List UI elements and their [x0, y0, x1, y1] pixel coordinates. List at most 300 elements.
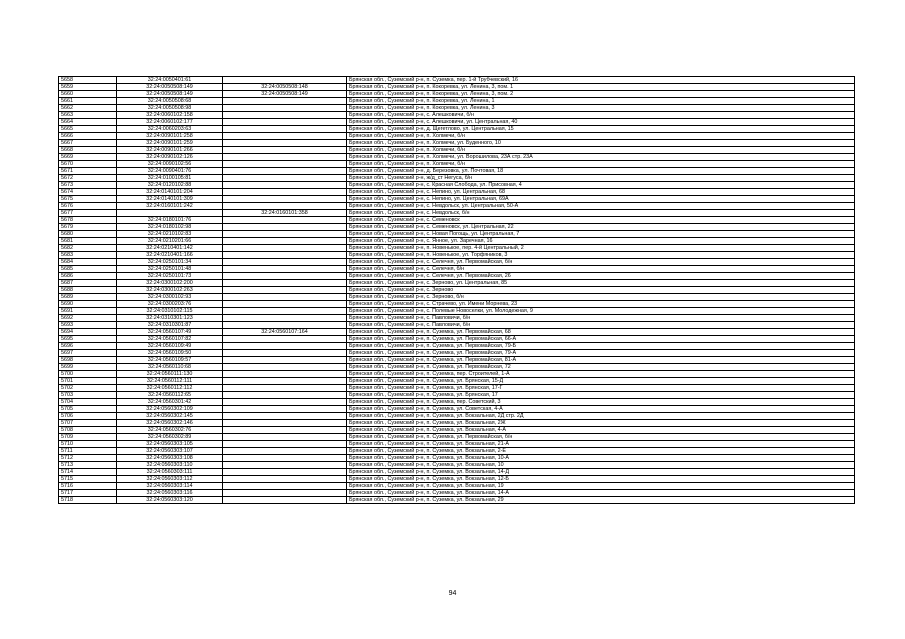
cadastral-number-cell: 32:24:0560303:108	[117, 455, 223, 462]
address-cell: Брянская обл., Суземский р-н, п. Холмечи, б/н	[347, 133, 855, 140]
cadastral-number-cell: 32:24:0560303:114	[117, 483, 223, 490]
cadastral-number-cell: 32:24:0560303:105	[117, 441, 223, 448]
table-body	[59, 77, 855, 504]
table-row	[59, 273, 855, 280]
address-cell: Брянская обл., Суземский р-н, п. Суземка, пер. Строителей, 1-А	[347, 371, 855, 378]
row-number-cell: 5698	[59, 357, 117, 364]
table-row	[59, 91, 855, 98]
parent-cadastral-number-cell: 32:24:0160101:358	[223, 210, 347, 217]
cadastral-number-cell: 32:24:0050508:149	[117, 91, 223, 98]
table-row	[59, 133, 855, 140]
row-number-cell: 5709	[59, 434, 117, 441]
row-number-cell: 5660	[59, 91, 117, 98]
address-cell: Брянская обл., Суземский р-н, п. Суземка, ул. Брянская, 17	[347, 392, 855, 399]
cadastral-number-cell: 32:24:0560303:120	[117, 497, 223, 504]
parent-cadastral-number-cell	[223, 154, 347, 161]
cadastral-number-cell: 32:24:0210401:142	[117, 245, 223, 252]
table-row	[59, 196, 855, 203]
address-cell: Брянская обл., Суземский р-н, п. Новенькое, пер. 4-й Центральный, 2	[347, 245, 855, 252]
address-cell: Брянская обл., Суземский р-н, п. Суземка, ул. Вокзальная, 21-А	[347, 441, 855, 448]
parent-cadastral-number-cell	[223, 105, 347, 112]
cadastral-number-cell: 32:24:0090102:56	[117, 161, 223, 168]
address-cell: Брянская обл., Суземский р-н, п. Суземка, ул. Вокзальная, 14-Д	[347, 469, 855, 476]
cadastral-number-cell: 32:24:0300102:263	[117, 287, 223, 294]
row-number-cell: 5690	[59, 301, 117, 308]
row-number-cell: 5712	[59, 455, 117, 462]
table-row	[59, 238, 855, 245]
address-cell: Брянская обл., Суземский р-н, п. Кокоревка, ул. Ленина, 3, пом. 1	[347, 84, 855, 91]
address-cell: Брянская обл., Суземский р-н, с. Непино, ул. Центральная, 68	[347, 189, 855, 196]
parent-cadastral-number-cell	[223, 413, 347, 420]
parent-cadastral-number-cell	[223, 350, 347, 357]
row-number-cell: 5661	[59, 98, 117, 105]
table-row	[59, 343, 855, 350]
cadastral-number-cell: 32:24:0560302:146	[117, 420, 223, 427]
table-row	[59, 308, 855, 315]
address-cell: Брянская обл., Суземский р-н, с. Страчево, ул. Имени Морнева, 23	[347, 301, 855, 308]
cadastral-number-cell: 32:24:0560302:76	[117, 427, 223, 434]
parent-cadastral-number-cell	[223, 98, 347, 105]
table-row	[59, 301, 855, 308]
table-row	[59, 98, 855, 105]
parent-cadastral-number-cell	[223, 455, 347, 462]
row-number-cell: 5680	[59, 231, 117, 238]
table-row	[59, 385, 855, 392]
parent-cadastral-number-cell	[223, 399, 347, 406]
cadastral-number-cell: 32:24:0560112:111	[117, 378, 223, 385]
address-cell: Брянская обл., Суземский р-н, п. Кокоревка, ул. Ленина, 1	[347, 98, 855, 105]
cadastral-number-cell: 32:24:0140101:309	[117, 196, 223, 203]
address-cell: Брянская обл., Суземский р-н, п. Суземка, ул. Первомайская, 72	[347, 364, 855, 371]
row-number-cell: 5703	[59, 392, 117, 399]
parent-cadastral-number-cell	[223, 483, 347, 490]
table-row	[59, 182, 855, 189]
row-number-cell: 5675	[59, 196, 117, 203]
address-cell: Брянская обл., Суземский р-н, п. Суземка, ул. Вокзальная, 10	[347, 462, 855, 469]
cadastral-number-cell: 32:24:0090401:76	[117, 168, 223, 175]
address-cell: Брянская обл., Суземский р-н, ж/д_ст Негуса, б/н	[347, 175, 855, 182]
parent-cadastral-number-cell	[223, 462, 347, 469]
row-number-cell: 5691	[59, 308, 117, 315]
address-cell: Брянская обл., Суземский р-н, п. Суземка, ул. Вокзальная, 14-А	[347, 490, 855, 497]
parent-cadastral-number-cell	[223, 168, 347, 175]
address-cell: Брянская обл., Суземский р-н, с. Зерново, ул. Центральная, 85	[347, 280, 855, 287]
address-cell: Брянская обл., Суземский р-н, п. Кокоревка, ул. Ленина, 3, пом. 2	[347, 91, 855, 98]
row-number-cell: 5668	[59, 147, 117, 154]
cadastral-number-cell: 32:24:0300203:76	[117, 301, 223, 308]
row-number-cell: 5701	[59, 378, 117, 385]
parent-cadastral-number-cell	[223, 133, 347, 140]
row-number-cell: 5714	[59, 469, 117, 476]
cadastral-number-cell: 32:24:0090101:259	[117, 140, 223, 147]
row-number-cell: 5704	[59, 399, 117, 406]
parent-cadastral-number-cell	[223, 280, 347, 287]
cadastral-number-cell: 32:24:0310102:115	[117, 308, 223, 315]
row-number-cell: 5681	[59, 238, 117, 245]
cadastral-number-cell: 32:24:0310301:87	[117, 322, 223, 329]
cadastral-number-cell: 32:24:0120102:88	[117, 182, 223, 189]
parent-cadastral-number-cell	[223, 231, 347, 238]
parent-cadastral-number-cell	[223, 434, 347, 441]
row-number-cell: 5664	[59, 119, 117, 126]
parent-cadastral-number-cell	[223, 175, 347, 182]
row-number-cell: 5671	[59, 168, 117, 175]
parent-cadastral-number-cell	[223, 217, 347, 224]
table-row	[59, 462, 855, 469]
parent-cadastral-number-cell	[223, 406, 347, 413]
address-cell: Брянская обл., Суземский р-н, п. Холмечи, ул. Буденного, 10	[347, 140, 855, 147]
parent-cadastral-number-cell	[223, 420, 347, 427]
table-row	[59, 315, 855, 322]
address-cell: Брянская обл., Суземский р-н, п. Холмечи, б/н	[347, 147, 855, 154]
address-cell: Брянская обл., Суземский р-н, п. Суземка, пер. Советский, 3	[347, 399, 855, 406]
parent-cadastral-number-cell	[223, 315, 347, 322]
row-number-cell: 5705	[59, 406, 117, 413]
address-cell: Брянская обл., Суземский р-н, п. Суземка, ул. Первомайская, 66-А	[347, 336, 855, 343]
row-number-cell: 5665	[59, 126, 117, 133]
row-number-cell: 5694	[59, 329, 117, 336]
cadastral-number-cell: 32:24:0180101:76	[117, 217, 223, 224]
parent-cadastral-number-cell	[223, 126, 347, 133]
table-row	[59, 336, 855, 343]
cadastral-number-cell: 32:24:0560302:109	[117, 406, 223, 413]
parent-cadastral-number-cell	[223, 147, 347, 154]
table-row	[59, 322, 855, 329]
address-cell: Брянская обл., Суземский р-н, с. Павловичи, б/н	[347, 322, 855, 329]
address-cell: Брянская обл., Суземский р-н, с. Алешковичи, б/н	[347, 112, 855, 119]
property-register-table	[58, 76, 855, 504]
cadastral-number-cell: 32:24:0060102:158	[117, 112, 223, 119]
row-number-cell: 5669	[59, 154, 117, 161]
row-number-cell: 5697	[59, 350, 117, 357]
parent-cadastral-number-cell	[223, 308, 347, 315]
parent-cadastral-number-cell	[223, 490, 347, 497]
cadastral-number-cell: 32:24:0560111:130	[117, 371, 223, 378]
address-cell: Брянская обл., Суземский р-н, с. Непино, ул. Центральная, 69А	[347, 196, 855, 203]
address-cell: Брянская обл., Суземский р-н, п. Холмечи, ул. Ворошилова, 23А стр. 23А	[347, 154, 855, 161]
address-cell: Брянская обл., Суземский р-н, п. Суземка, ул. Вокзальная, 2Д стр. 2Д	[347, 413, 855, 420]
parent-cadastral-number-cell	[223, 497, 347, 504]
cadastral-number-cell: 32:24:0560303:107	[117, 448, 223, 455]
row-number-cell: 5715	[59, 476, 117, 483]
address-cell: Брянская обл., Суземский р-н, с. Семеновск	[347, 217, 855, 224]
row-number-cell: 5677	[59, 210, 117, 217]
table-row	[59, 371, 855, 378]
table-row	[59, 224, 855, 231]
table-row	[59, 140, 855, 147]
cadastral-number-cell: 32:24:0300102:93	[117, 294, 223, 301]
address-cell: Брянская обл., Суземский р-н, д. Щегетлово, ул. Центральная, 15	[347, 126, 855, 133]
table-row	[59, 203, 855, 210]
table-row	[59, 469, 855, 476]
row-number-cell: 5717	[59, 490, 117, 497]
table-row	[59, 329, 855, 336]
address-cell: Брянская обл., Суземский р-н, п. Суземка, ул. Вокзальная, 2-Е	[347, 448, 855, 455]
table-row	[59, 434, 855, 441]
address-cell: Брянская обл., Суземский р-н, п. Суземка, ул. Брянская, 17-Г	[347, 385, 855, 392]
table-row	[59, 497, 855, 504]
table-row	[59, 483, 855, 490]
parent-cadastral-number-cell	[223, 371, 347, 378]
table-row	[59, 245, 855, 252]
address-cell: Брянская обл., Суземский р-н, с. Невдольск, б/н	[347, 210, 855, 217]
cadastral-number-cell: 32:24:0210401:166	[117, 252, 223, 259]
address-cell: Брянская обл., Суземский р-н, с. Селечня, б/н	[347, 266, 855, 273]
address-cell: Брянская обл., Суземский р-н, с. Невдольск, ул. Центральная, 50-А	[347, 203, 855, 210]
cadastral-number-cell: 32:24:0140101:204	[117, 189, 223, 196]
cadastral-number-cell: 32:24:0300102:200	[117, 280, 223, 287]
row-number-cell: 5699	[59, 364, 117, 371]
table-row	[59, 210, 855, 217]
row-number-cell: 5689	[59, 294, 117, 301]
row-number-cell: 5702	[59, 385, 117, 392]
cadastral-number-cell: 32:24:0050508:149	[117, 84, 223, 91]
address-cell: Брянская обл., Суземский р-н, п. Суземка, ул. Вокзальная, 19	[347, 483, 855, 490]
parent-cadastral-number-cell	[223, 252, 347, 259]
cadastral-number-cell: 32:24:0050401:61	[117, 77, 223, 84]
cadastral-number-cell: 32:24:0560107:82	[117, 336, 223, 343]
row-number-cell: 5692	[59, 315, 117, 322]
address-cell: Брянская обл., Суземский р-н, с. Павловичи, б/н	[347, 315, 855, 322]
address-cell: Брянская обл., Суземский р-н, п. Суземка, ул. Первомайская, б/н	[347, 434, 855, 441]
table-row	[59, 420, 855, 427]
table-row	[59, 119, 855, 126]
row-number-cell: 5718	[59, 497, 117, 504]
row-number-cell: 5710	[59, 441, 117, 448]
address-cell: Брянская обл., Суземский р-н, с. Алешковичи, ул. Центральная, 40	[347, 119, 855, 126]
row-number-cell: 5706	[59, 413, 117, 420]
address-cell: Брянская обл., Суземский р-н, п. Суземка, ул. Вокзальная, 4-А	[347, 427, 855, 434]
cadastral-number-cell: 32:24:0560107:49	[117, 329, 223, 336]
row-number-cell: 5682	[59, 245, 117, 252]
cadastral-number-cell: 32:24:0560303:111	[117, 469, 223, 476]
parent-cadastral-number-cell	[223, 119, 347, 126]
row-number-cell: 5672	[59, 175, 117, 182]
cadastral-number-cell: 32:24:0090101:266	[117, 147, 223, 154]
cadastral-number-cell: 32:24:0160101:242	[117, 203, 223, 210]
table-row	[59, 294, 855, 301]
parent-cadastral-number-cell	[223, 322, 347, 329]
address-cell: Брянская обл., Суземский р-н, п. Суземка, пер. 1-й Трубчевский, 16	[347, 77, 855, 84]
parent-cadastral-number-cell	[223, 182, 347, 189]
parent-cadastral-number-cell	[223, 238, 347, 245]
row-number-cell: 5663	[59, 112, 117, 119]
table-row	[59, 427, 855, 434]
parent-cadastral-number-cell	[223, 77, 347, 84]
parent-cadastral-number-cell	[223, 140, 347, 147]
row-number-cell: 5687	[59, 280, 117, 287]
cadastral-number-cell: 32:24:0560112:65	[117, 392, 223, 399]
address-cell: Брянская обл., Суземский р-н, д. Березовка, ул. Почтовая, 18	[347, 168, 855, 175]
parent-cadastral-number-cell	[223, 189, 347, 196]
parent-cadastral-number-cell	[223, 392, 347, 399]
row-number-cell: 5678	[59, 217, 117, 224]
row-number-cell: 5713	[59, 462, 117, 469]
row-number-cell: 5716	[59, 483, 117, 490]
parent-cadastral-number-cell	[223, 161, 347, 168]
table-row	[59, 490, 855, 497]
cadastral-number-cell: 32:24:0050508:68	[117, 98, 223, 105]
address-cell: Брянская обл., Суземский р-н, с. Семеновск, ул. Центральная, 22	[347, 224, 855, 231]
address-cell: Брянская обл., Суземский р-н, с. Зерново	[347, 287, 855, 294]
table-row	[59, 350, 855, 357]
cadastral-number-cell: 32:24:0560303:110	[117, 462, 223, 469]
row-number-cell: 5693	[59, 322, 117, 329]
parent-cadastral-number-cell	[223, 378, 347, 385]
table-row	[59, 175, 855, 182]
cadastral-number-cell: 32:24:0560110:68	[117, 364, 223, 371]
parent-cadastral-number-cell	[223, 245, 347, 252]
cadastral-number-cell: 32:24:0090102:126	[117, 154, 223, 161]
cadastral-number-cell: 32:24:0180102:98	[117, 224, 223, 231]
address-cell: Брянская обл., Суземский р-н, с. Полевые Новоселки, ул. Молодежная, 9	[347, 308, 855, 315]
address-cell: Брянская обл., Суземский р-н, п. Суземка, ул. Первомайская, 79-А	[347, 350, 855, 357]
parent-cadastral-number-cell	[223, 427, 347, 434]
parent-cadastral-number-cell: 32:24:0050508:149	[223, 91, 347, 98]
address-cell: Брянская обл., Суземский р-н, с. Красная Слобода, ул. Присовная, 4	[347, 182, 855, 189]
parent-cadastral-number-cell	[223, 343, 347, 350]
table-row	[59, 126, 855, 133]
address-cell: Брянская обл., Суземский р-н, п. Суземка, ул. Вокзальная, 2Ж	[347, 420, 855, 427]
row-number-cell: 5708	[59, 427, 117, 434]
row-number-cell: 5707	[59, 420, 117, 427]
row-number-cell: 5684	[59, 259, 117, 266]
row-number-cell: 5695	[59, 336, 117, 343]
address-cell: Брянская обл., Суземский р-н, п. Суземка, ул. Брянская, 15-Д	[347, 378, 855, 385]
parent-cadastral-number-cell	[223, 476, 347, 483]
table-row	[59, 168, 855, 175]
parent-cadastral-number-cell: 32:24:0560107:164	[223, 329, 347, 336]
row-number-cell: 5670	[59, 161, 117, 168]
table-row	[59, 392, 855, 399]
parent-cadastral-number-cell: 32:24:0050508:148	[223, 84, 347, 91]
table-row	[59, 217, 855, 224]
parent-cadastral-number-cell	[223, 336, 347, 343]
row-number-cell: 5658	[59, 77, 117, 84]
table-row	[59, 476, 855, 483]
parent-cadastral-number-cell	[223, 203, 347, 210]
address-cell: Брянская обл., Суземский р-н, п. Суземка, ул. Первомайская, 68	[347, 329, 855, 336]
row-number-cell: 5674	[59, 189, 117, 196]
table-row	[59, 280, 855, 287]
parent-cadastral-number-cell	[223, 364, 347, 371]
cadastral-number-cell: 32:24:0250101:48	[117, 266, 223, 273]
address-cell: Брянская обл., Суземский р-н, п. Холмечи, б/н	[347, 161, 855, 168]
table-row	[59, 84, 855, 91]
row-number-cell: 5696	[59, 343, 117, 350]
cadastral-number-cell: 32:24:0210201:66	[117, 238, 223, 245]
address-cell: Брянская обл., Суземский р-н, с. Зерново, б/н	[347, 294, 855, 301]
parent-cadastral-number-cell	[223, 357, 347, 364]
cadastral-number-cell: 32:24:0210102:83	[117, 231, 223, 238]
parent-cadastral-number-cell	[223, 266, 347, 273]
cadastral-number-cell: 32:24:0060102:177	[117, 119, 223, 126]
row-number-cell: 5686	[59, 273, 117, 280]
row-number-cell: 5667	[59, 140, 117, 147]
cadastral-number-cell: 32:24:0560303:116	[117, 490, 223, 497]
address-cell: Брянская обл., Суземский р-н, с. Селечня, ул. Первомайская, 26	[347, 273, 855, 280]
address-cell: Брянская обл., Суземский р-н, с. Новая Погощь, ул. Центральная, 7	[347, 231, 855, 238]
table-row	[59, 252, 855, 259]
cadastral-number-cell: 32:24:0560112:112	[117, 385, 223, 392]
table-row	[59, 112, 855, 119]
cadastral-number-cell: 32:24:0310301:123	[117, 315, 223, 322]
parent-cadastral-number-cell	[223, 294, 347, 301]
table-row	[59, 189, 855, 196]
address-cell: Брянская обл., Суземский р-н, п. Новенькое, ул. Торфяников, 3	[347, 252, 855, 259]
cadastral-number-cell: 32:24:0560302:89	[117, 434, 223, 441]
parent-cadastral-number-cell	[223, 448, 347, 455]
table-row	[59, 455, 855, 462]
cadastral-number-cell: 32:24:0560109:57	[117, 357, 223, 364]
address-cell: Брянская обл., Суземский р-н, п. Суземка, ул. Вокзальная, 29	[347, 497, 855, 504]
table-row	[59, 441, 855, 448]
parent-cadastral-number-cell	[223, 441, 347, 448]
address-cell: Брянская обл., Суземский р-н, п. Суземка, ул. Первомайская, 79-Б	[347, 343, 855, 350]
row-number-cell: 5711	[59, 448, 117, 455]
table-row	[59, 266, 855, 273]
table-row	[59, 287, 855, 294]
cadastral-number-cell: 32:24:0050508:98	[117, 105, 223, 112]
parent-cadastral-number-cell	[223, 196, 347, 203]
parent-cadastral-number-cell	[223, 385, 347, 392]
table-row	[59, 399, 855, 406]
cadastral-number-cell: 32:24:0100105:81	[117, 175, 223, 182]
page-number: 94	[448, 590, 457, 597]
table-row	[59, 378, 855, 385]
cadastral-number-cell: 32:24:0560109:50	[117, 350, 223, 357]
parent-cadastral-number-cell	[223, 287, 347, 294]
cadastral-number-cell	[117, 210, 223, 217]
cadastral-number-cell: 32:24:0250101:73	[117, 273, 223, 280]
cadastral-number-cell: 32:24:0090101:258	[117, 133, 223, 140]
table-row	[59, 357, 855, 364]
address-cell: Брянская обл., Суземский р-н, п. Суземка, ул. Первомайская, 81-А	[347, 357, 855, 364]
address-cell: Брянская обл., Суземский р-н, п. Суземка, ул. Вокзальная, 12-Б	[347, 476, 855, 483]
table-row	[59, 406, 855, 413]
address-cell: Брянская обл., Суземский р-н, с. Янное, ул. Заречная, 16	[347, 238, 855, 245]
table-row	[59, 105, 855, 112]
parent-cadastral-number-cell	[223, 259, 347, 266]
row-number-cell: 5683	[59, 252, 117, 259]
row-number-cell: 5679	[59, 224, 117, 231]
table-row	[59, 448, 855, 455]
row-number-cell: 5659	[59, 84, 117, 91]
cadastral-number-cell: 32:24:0250101:34	[117, 259, 223, 266]
row-number-cell: 5662	[59, 105, 117, 112]
parent-cadastral-number-cell	[223, 469, 347, 476]
table-row	[59, 147, 855, 154]
cadastral-number-cell: 32:24:0560303:112	[117, 476, 223, 483]
row-number-cell: 5666	[59, 133, 117, 140]
table-row	[59, 154, 855, 161]
row-number-cell: 5700	[59, 371, 117, 378]
table-row	[59, 161, 855, 168]
parent-cadastral-number-cell	[223, 112, 347, 119]
cadastral-number-cell: 32:24:0560302:145	[117, 413, 223, 420]
table-row	[59, 77, 855, 84]
address-cell: Брянская обл., Суземский р-н, с. Селечня, ул. Первомайская, б/н	[347, 259, 855, 266]
parent-cadastral-number-cell	[223, 224, 347, 231]
row-number-cell: 5676	[59, 203, 117, 210]
table-row	[59, 364, 855, 371]
address-cell: Брянская обл., Суземский р-н, п. Суземка, ул. Советская, 4-А	[347, 406, 855, 413]
row-number-cell: 5688	[59, 287, 117, 294]
row-number-cell: 5685	[59, 266, 117, 273]
address-cell: Брянская обл., Суземский р-н, п. Кокоревка, ул. Ленина, 3	[347, 105, 855, 112]
cadastral-number-cell: 32:24:0560109:49	[117, 343, 223, 350]
row-number-cell: 5673	[59, 182, 117, 189]
